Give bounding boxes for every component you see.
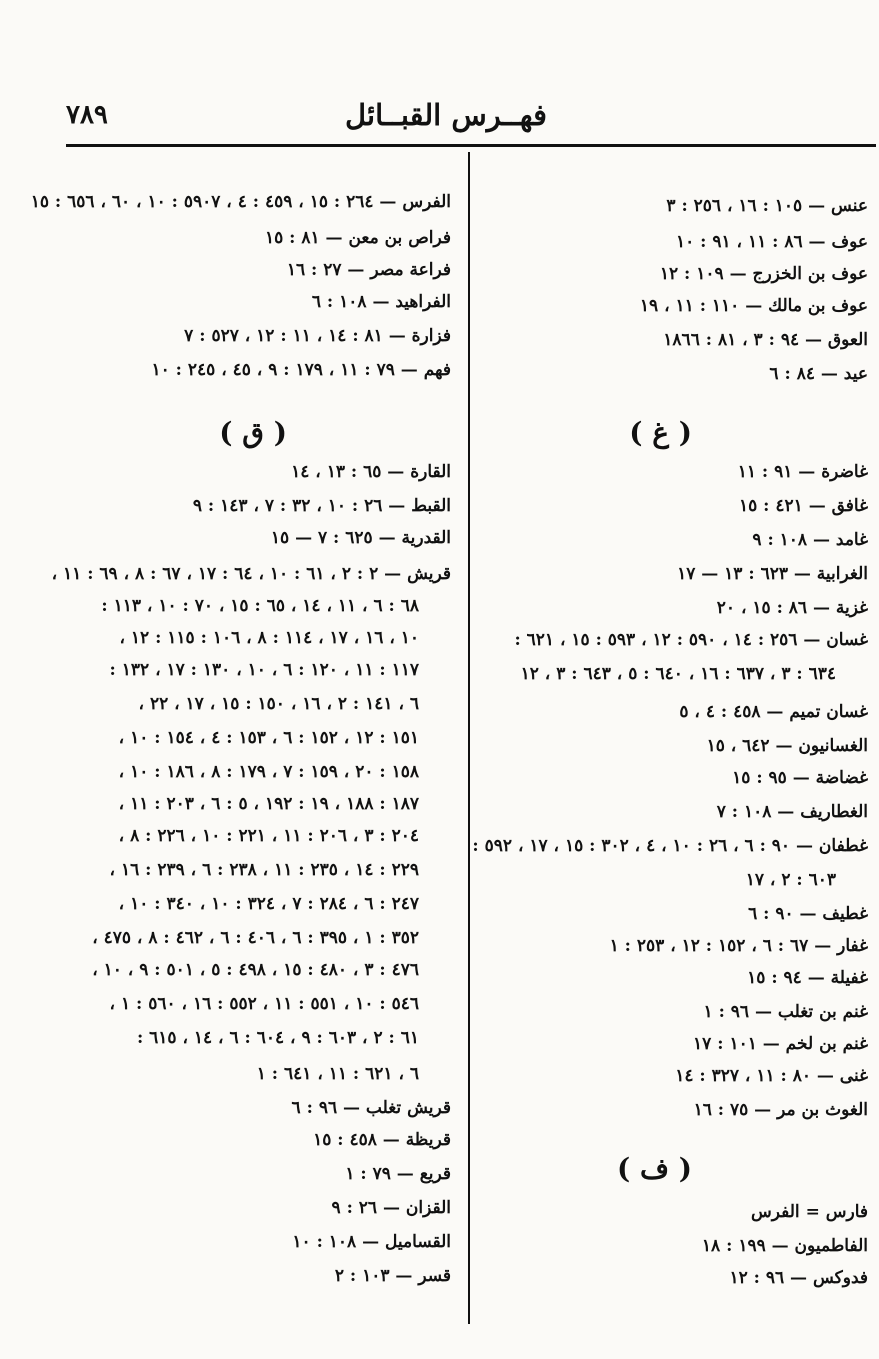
index-entry: عنس — ١٠٥ : ١٦ ، ٢٥٦ : ٣ <box>666 196 868 216</box>
index-entry: القزان — ٢٦ : ٩ <box>331 1198 451 1218</box>
index-entry: غزية — ٨٦ : ١٥ ، ٢٠ <box>716 598 868 618</box>
index-entry: الفراهيد — ١٠٨ : ٦ <box>311 292 451 312</box>
index-entry: غاضرة — ٩١ : ١١ <box>737 462 868 482</box>
column-divider <box>468 152 470 1324</box>
index-entry: فدوكس — ٩٦ : ١٢ <box>729 1268 868 1288</box>
index-entry: عوف — ٨٦ : ١١ ، ٩١ : ١٠ <box>675 232 868 252</box>
index-entry: فهم — ٧٩ : ١١ ، ١٧٩ : ٩ ، ٤٥ ، ٢٤٥ : ١٠ <box>151 360 451 380</box>
index-entry-continuation: ١٥٨ : ٢٠ ، ١٥٩ : ٧ ، ١٧٩ : ٨ ، ١٨٦ : ١٠ ، <box>118 762 419 782</box>
index-entry: غطفان — ٩٠ : ٦ ، ٢٦ : ١٠ ، ٤ ، ٣٠٢ : ١٥ ، ١٧ ، ٥٩٢ : <box>472 836 868 856</box>
index-entry: غامد — ١٠٨ : ٩ <box>752 530 868 550</box>
index-entry: فارس = الفرس <box>751 1202 868 1222</box>
index-entry: الغوث بن مر — ٧٥ : ١٦ <box>693 1100 868 1120</box>
index-entry-continuation: ١١٧ : ١١ ، ١٢٠ : ٦ ، ١٠ ، ١٣٠ : ١٧ ، ١٣٢ : <box>109 660 419 680</box>
section-letter-qaf: ( ق ) <box>219 416 287 449</box>
index-entry: القدرية — ٦٢٥ : ٧ — ١٥ <box>270 528 451 548</box>
index-entry: عوف بن الخزرج — ١٠٩ : ١٢ <box>659 264 868 284</box>
index-entry: قريش تغلب — ٩٦ : ٦ <box>291 1098 451 1118</box>
section-letter-fa: ( ف ) <box>616 1152 692 1185</box>
index-entry-continuation: ٦٠٣ : ٢ ، ١٧ <box>745 870 836 890</box>
index-entry: القبط — ٢٦ : ١٠ ، ٣٢ : ٧ ، ١٤٣ : ٩ <box>192 496 451 516</box>
index-entry-continuation: ٦٣٤ : ٣ ، ٦٣٧ : ١٦ ، ٦٤٠ : ٥ ، ٦٤٣ : ٣ ، ١٢ <box>520 664 836 684</box>
index-entry-continuation: ٤٧٦ : ٣ ، ٤٨٠ : ١٥ ، ٤٩٨ : ٥ ، ٥٠١ : ٩ ، ١٠ ، <box>92 960 419 980</box>
page-header <box>66 98 826 138</box>
index-entry: قريظة — ٤٥٨ : ١٥ <box>313 1130 451 1150</box>
index-entry-continuation: ١٠ ، ١٦ ، ١٧ ، ١١٤ : ٨ ، ١٠٦ : ١١٥ : ١٢ ، <box>119 628 419 648</box>
index-entry: قسر — ١٠٣ : ٢ <box>334 1266 451 1286</box>
index-entry: الغطاريف — ١٠٨ : ٧ <box>716 802 868 822</box>
index-entry-continuation: ٢٤٧ : ٦ ، ٢٨٤ : ٧ ، ٣٢٤ : ١٠ ، ٣٤٠ : ١٠ ، <box>118 894 419 914</box>
index-entry: عوف بن مالك — ١١٠ : ١١ ، ١٩ <box>639 296 868 316</box>
index-entry-continuation: ٢٢٩ : ١٤ ، ٢٣٥ : ١١ ، ٢٣٨ : ٦ ، ٢٣٩ : ١٦ ، <box>109 860 419 880</box>
index-entry: فراعة مصر — ٢٧ : ١٦ <box>286 260 451 280</box>
index-entry: عيد — ٨٤ : ٦ <box>769 364 868 384</box>
index-entry: غنم بن لخم — ١٠١ : ١٧ <box>693 1034 868 1054</box>
index-entry: غنم بن تغلب — ٩٦ : ١ <box>703 1002 868 1022</box>
page-title: فهــرس القبــائل <box>345 98 547 132</box>
index-entry-continuation: ٦٨ : ٦ ، ١١ ، ١٤ ، ٦٥ : ١٥ ، ٧٠ : ١٠ ، ١١٣ : <box>101 596 419 616</box>
page-number: ٧٨٩ <box>66 100 108 130</box>
index-entry: غسان — ٢٥٦ : ١٤ ، ٥٩٠ : ١٢ ، ٥٩٣ : ١٥ ، ٦٢١ : <box>514 630 868 650</box>
index-entry: القساميل — ١٠٨ : ١٠ <box>292 1232 451 1252</box>
index-entry: غنى — ٨٠ : ١١ ، ٣٢٧ : ١٤ <box>675 1066 868 1086</box>
index-entry: غضاضة — ٩٥ : ١٥ <box>732 768 868 788</box>
index-entry-continuation: ١٨٧ : ١٨٨ ، ١٩ : ١٩٢ ، ٥ : ٦ ، ٢٠٣ : ١١ ، <box>118 794 419 814</box>
index-entry: غافق — ٤٢١ : ١٥ <box>738 496 868 516</box>
index-entry: الغسانيون — ٦٤٢ ، ١٥ <box>706 736 868 756</box>
section-letter-ghain: ( غ ) <box>629 416 692 449</box>
index-entry: الغرابية — ٦٢٣ : ١٣ — ١٧ <box>677 564 868 584</box>
index-entry: غطيف — ٩٠ : ٦ <box>748 904 868 924</box>
index-entry-continuation: ٦ ، ٦٢١ : ١١ ، ٦٤١ : ١ <box>256 1064 419 1084</box>
index-entry-continuation: ٦١ : ٢ ، ٦٠٣ : ٩ ، ٦٠٤ : ٦ ، ١٤ ، ٦١٥ : <box>136 1028 419 1048</box>
index-entry-continuation: ٢٠٤ : ٣ ، ٢٠٦ : ١١ ، ٢٢١ : ١٠ ، ٢٢٦ : ٨ ، <box>118 826 419 846</box>
index-entry: فزارة — ٨١ : ١٤ ، ١١ : ١٢ ، ٥٢٧ : ٧ <box>184 326 451 346</box>
index-entry: غسان تميم — ٤٥٨ : ٤ ، ٥ <box>679 702 868 722</box>
index-entry: قريش — ٢ : ٢ ، ٦١ : ١٠ ، ٦٤ : ١٧ ، ٦٧ : ٨ ، ٦٩ : ١١ ، <box>51 564 451 584</box>
index-entry-continuation: ٦ ، ١٤١ : ٢ ، ١٦ ، ١٥٠ : ١٥ ، ١٧ ، ٢٢ ، <box>138 694 419 714</box>
index-entry-continuation: ٥٤٦ : ١٠ ، ٥٥١ : ١١ ، ٥٥٢ : ١٦ ، ٥٦٠ : ١ ، <box>109 994 419 1014</box>
header-rule <box>66 144 876 147</box>
index-entry: غفيلة — ٩٤ : ١٥ <box>747 968 868 988</box>
index-entry: غفار — ٦٧ : ٦ ، ١٥٢ : ١٢ ، ٢٥٣ : ١ <box>609 936 868 956</box>
index-entry: قريع — ٧٩ : ١ <box>345 1164 451 1184</box>
index-entry: الفرس — ٢٦٤ : ١٥ ، ٤٥٩ : ٤ ، ٥٩٠٧ : ١٠ ، ٦٠ ، ٦٥٦ : ١٥ <box>30 192 451 212</box>
index-entry: العوق — ٩٤ : ٣ ، ٨١ : ١٨٦٦ <box>663 330 868 350</box>
index-entry-continuation: ٣٥٢ : ١ ، ٣٩٥ : ٦ ، ٤٠٦ : ٦ ، ٤٦٢ : ٨ ، ٤٧٥ ، <box>92 928 419 948</box>
index-entry-continuation: ١٥١ : ١٢ ، ١٥٢ : ٦ ، ١٥٣ : ٤ ، ١٥٤ : ١٠ ، <box>118 728 419 748</box>
index-entry: الفاطميون — ١٩٩ : ١٨ <box>701 1236 868 1256</box>
index-entry: فراص بن معن — ٨١ : ١٥ <box>264 228 451 248</box>
index-entry: القارة — ٦٥ : ١٣ ، ١٤ <box>291 462 451 482</box>
